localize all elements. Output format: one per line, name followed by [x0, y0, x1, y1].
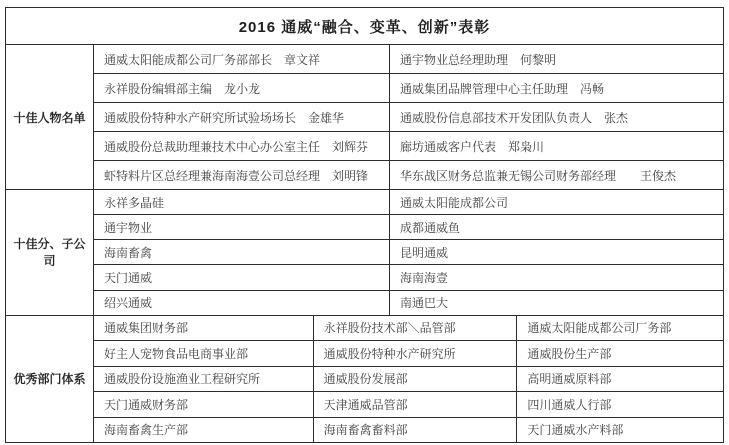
table-cell: 天门通威 [94, 265, 389, 289]
table-cell: 永祥多晶硅 [94, 190, 389, 214]
table-cell: 华东战区财务总监兼无锡公司财务部经理 王俊杰 [390, 161, 723, 189]
table-cell: 昆明通威 [390, 240, 723, 264]
table-cell: 成都通威鱼 [390, 215, 723, 239]
table-cell: 通威股份生产部 [517, 341, 723, 365]
table-cell: 四川通威人行部 [517, 392, 723, 416]
table-cell: 通威股份特种水产研究所 [314, 341, 517, 365]
table-cell: 永祥股份编辑部主编 龙小龙 [94, 74, 389, 102]
table-cell: 天津通威品管部 [314, 392, 517, 416]
section-label-top-ten-people: 十佳人物名单 [6, 45, 94, 189]
section-cells [94, 316, 723, 442]
table-cell: 高明通威原料部 [517, 367, 723, 391]
table-cell: 通威股份特种水产研究所试验场场长 金雄华 [94, 103, 389, 131]
commendation-table [5, 7, 724, 443]
section-top-ten-people [6, 45, 723, 189]
section-label-excellent-departments: 优秀部门体系 [6, 316, 94, 442]
table-cell: 通宇物业 [94, 215, 389, 239]
table-cell: 通威太阳能成都公司厂务部 [517, 316, 723, 340]
table-cell: 好主人宠物食品电商事业部 [94, 341, 313, 365]
table-cell: 通宇物业总经理助理 何黎明 [390, 45, 723, 73]
table-cell: 南通巴大 [390, 291, 723, 315]
section-cells [94, 45, 723, 189]
section-cells [94, 190, 723, 314]
section-excellent-departments [6, 315, 723, 442]
table-cell: 通威集团财务部 [94, 316, 313, 340]
table-title: 2016 通威“融合、变革、创新”表彰 [6, 8, 723, 45]
table-cell: 通威太阳能成都公司 [390, 190, 723, 214]
table-cell: 通威太阳能成都公司厂务部部长 章文祥 [94, 45, 389, 73]
table-cell: 虾特料片区总经理兼海南海壹公司总经理 刘明锋 [94, 161, 389, 189]
table-cell: 天门通威水产料部 [517, 418, 723, 442]
table-cell: 海南畜禽生产部 [94, 418, 313, 442]
table-cell: 通威集团品牌管理中心主任助理 冯畅 [390, 74, 723, 102]
table-cell: 海南畜禽 [94, 240, 389, 264]
table-cell: 通威股份信息部技术开发团队负责人 张杰 [390, 103, 723, 131]
table-cell: 天门通威财务部 [94, 392, 313, 416]
table-cell: 通威股份发展部 [314, 367, 517, 391]
table-cell: 海南畜禽畜料部 [314, 418, 517, 442]
table-cell: 通威股份总裁助理兼技术中心办公室主任 刘辉芬 [94, 132, 389, 160]
table-cell: 绍兴通威 [94, 291, 389, 315]
section-label-top-ten-subsidiaries: 十佳分、子公司 [6, 190, 94, 314]
table-cell: 廊坊通威客户代表 郑枭川 [390, 132, 723, 160]
table-cell: 永祥股份技术部＼品管部 [314, 316, 517, 340]
table-cell: 海南海壹 [390, 265, 723, 289]
section-top-ten-subsidiaries [6, 189, 723, 314]
table-cell: 通威股份设施渔业工程研究所 [94, 367, 313, 391]
